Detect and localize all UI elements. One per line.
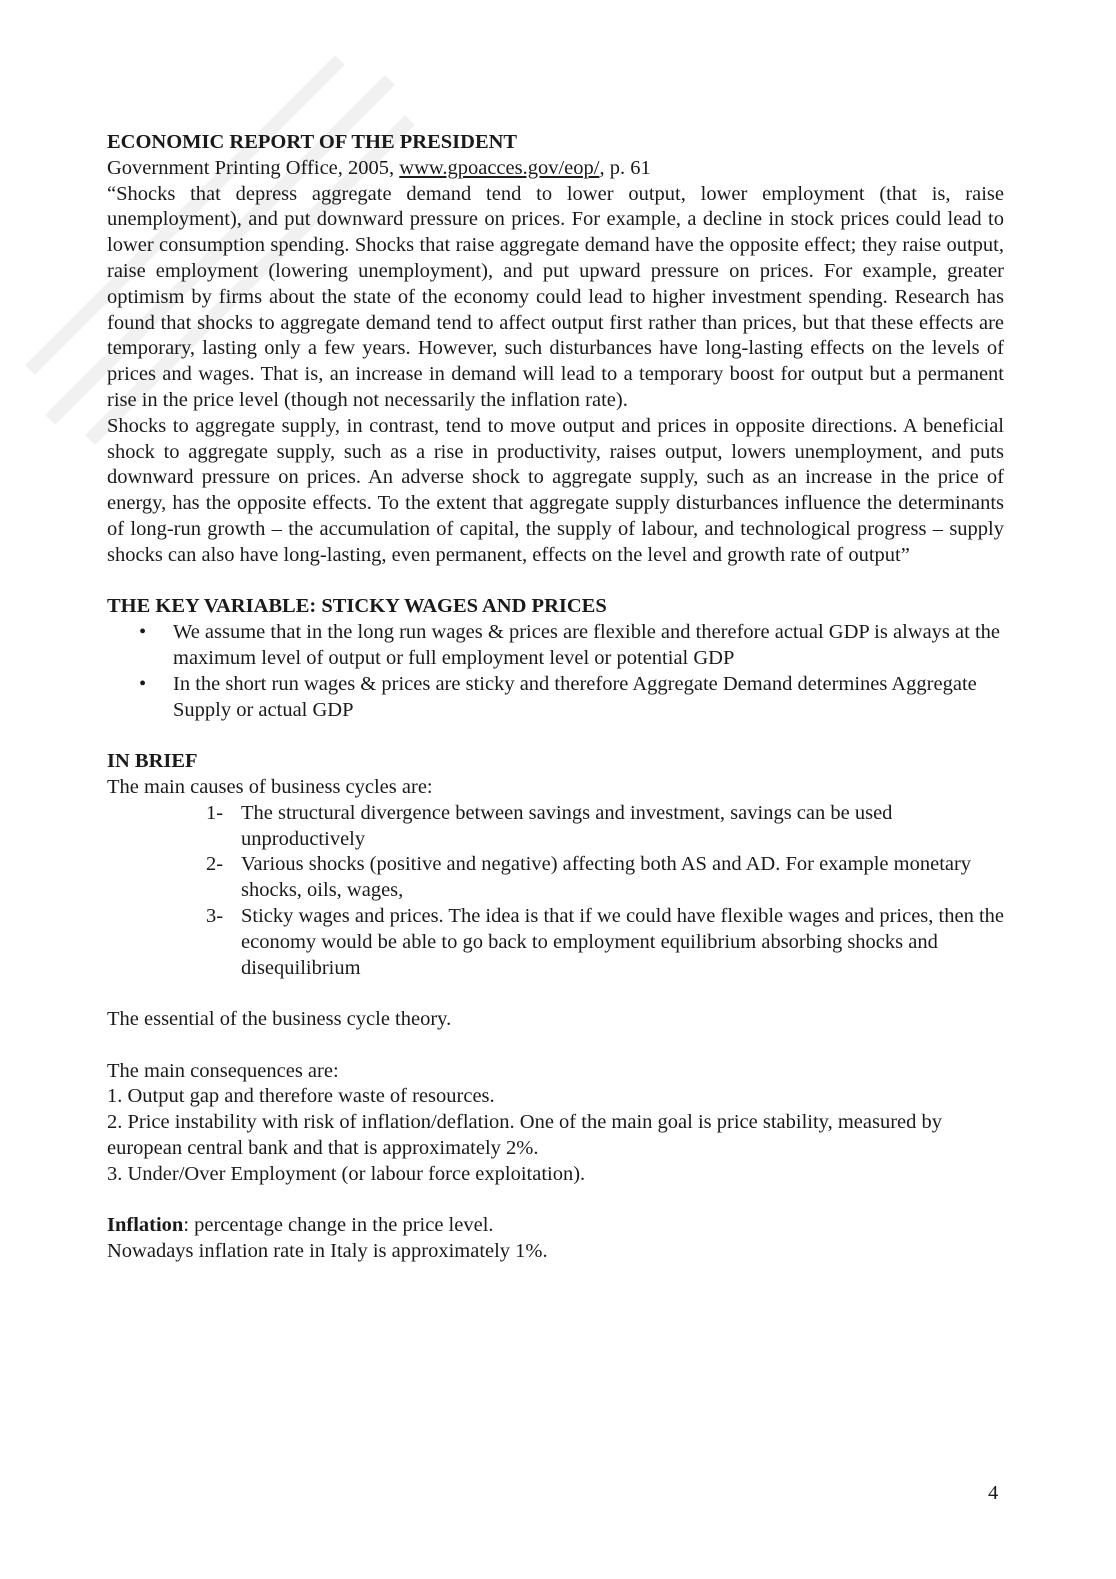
bullet-icon: • [139,621,147,644]
inflation-term: Inflation [107,1214,184,1237]
document-page [107,130,1004,1265]
report-title: ECONOMIC REPORT OF THE PRESIDENT [107,131,518,153]
inflation-italy: Nowadays inflation rate in Italy is approximately 1%. [107,1240,548,1263]
quote-paragraph-demand: “Shocks that depress aggregate demand tend to lower output, lower employment (that is, raise unemployment), and put downward pressure on prices. For example, a decline in stock prices could lead to lower consumption spending. Shocks that raise aggregate demand have the opposite effect; they raise output, raise employment (lowering unemployment), and put upward pressure on prices. For example, greater optimism by firms about the state of the economy could lead to higher investment spending. Research has found that shocks to aggregate demand tend to affect output first rather than prices, but that these effects are temporary, lasting only a few years. However, such disturbances have long-lasting effects on the levels of prices and wages. That is, an increase in demand will lead to a temporary boost for output but a permanent rise in the price level (though not necessarily the inflation rate). [107,182,1004,411]
cause-number: 2- [206,853,224,876]
cause-text: The structural divergence between savings and investment, savings can be used unproductively [241,801,893,850]
consequences-intro: The main consequences are: [107,1059,339,1082]
key-variable-bullet [107,672,1004,724]
essential-line: The essential of the business cycle theory. [107,1008,452,1031]
consequence-item: 2. Price instability with risk of inflation/deflation. One of the main goal is price stability, measured by european central bank and that is approximately 2%. [107,1111,943,1160]
report-source [107,156,1004,182]
causes-intro: The main causes of business cycles are: [107,775,433,798]
cause-text: Various shocks (positive and negative) affecting both AS and AD. For example monetary shocks, oils, wages, [241,853,972,902]
key-variable-title: THE KEY VARIABLE: STICKY WAGES AND PRICES [107,595,607,618]
cause-number: 3- [206,904,224,927]
source-link[interactable]: www.gpoacces.gov/eop/ [399,156,600,179]
bullet-text: We assume that in the long run wages & prices are flexible and therefore actual GDP is always at the maximum level of output or full employment level or potential GDP [173,621,1000,669]
quote-paragraph-supply: Shocks to aggregate supply, in contrast, tend to move output and prices in opposite directions. A beneficial shock to aggregate supply, such as a rise in productivity, raises output, lowers unemployment, and puts downward pressure on prices. An adverse shock to aggregate supply, such as an increase in the price of energy, has the opposite effects. To the extent that aggregate supply disturbances influence the determinants of long-run growth – the accumulation of capital, the supply of labour, and technological progress – supply shocks can also have long-lasting, even permanent, effects on the level and growth rate of output” [107,414,1004,566]
cause-number: 1- [206,801,224,824]
cause-text: Sticky wages and prices. The idea is that if we could have flexible wages and prices, then the economy would be able to go back to employment equilibrium absorbing shocks and disequilibrium [241,904,1004,979]
in-brief-title: IN BRIEF [107,750,198,773]
cause-item [107,852,1004,904]
cause-item [107,801,1004,853]
inflation-definition [107,1213,1004,1239]
consequence-item: 3. Under/Over Employment (or labour force exploitation). [107,1162,586,1185]
source-prefix: Government Printing Office, 2005, [107,156,400,179]
inflation-definition-text: : percentage change in the price level. [183,1214,494,1237]
source-suffix: , p. 61 [599,156,651,179]
cause-item [107,904,1004,981]
bullet-text: In the short run wages & prices are sticky and therefore Aggregate Demand determines Aggregate Supply or actual GDP [173,672,977,721]
consequence-item: 1. Output gap and therefore waste of resources. [107,1085,495,1108]
page-number: 4 [988,1482,999,1504]
bullet-icon: • [139,672,147,695]
key-variable-bullet [107,620,1004,672]
